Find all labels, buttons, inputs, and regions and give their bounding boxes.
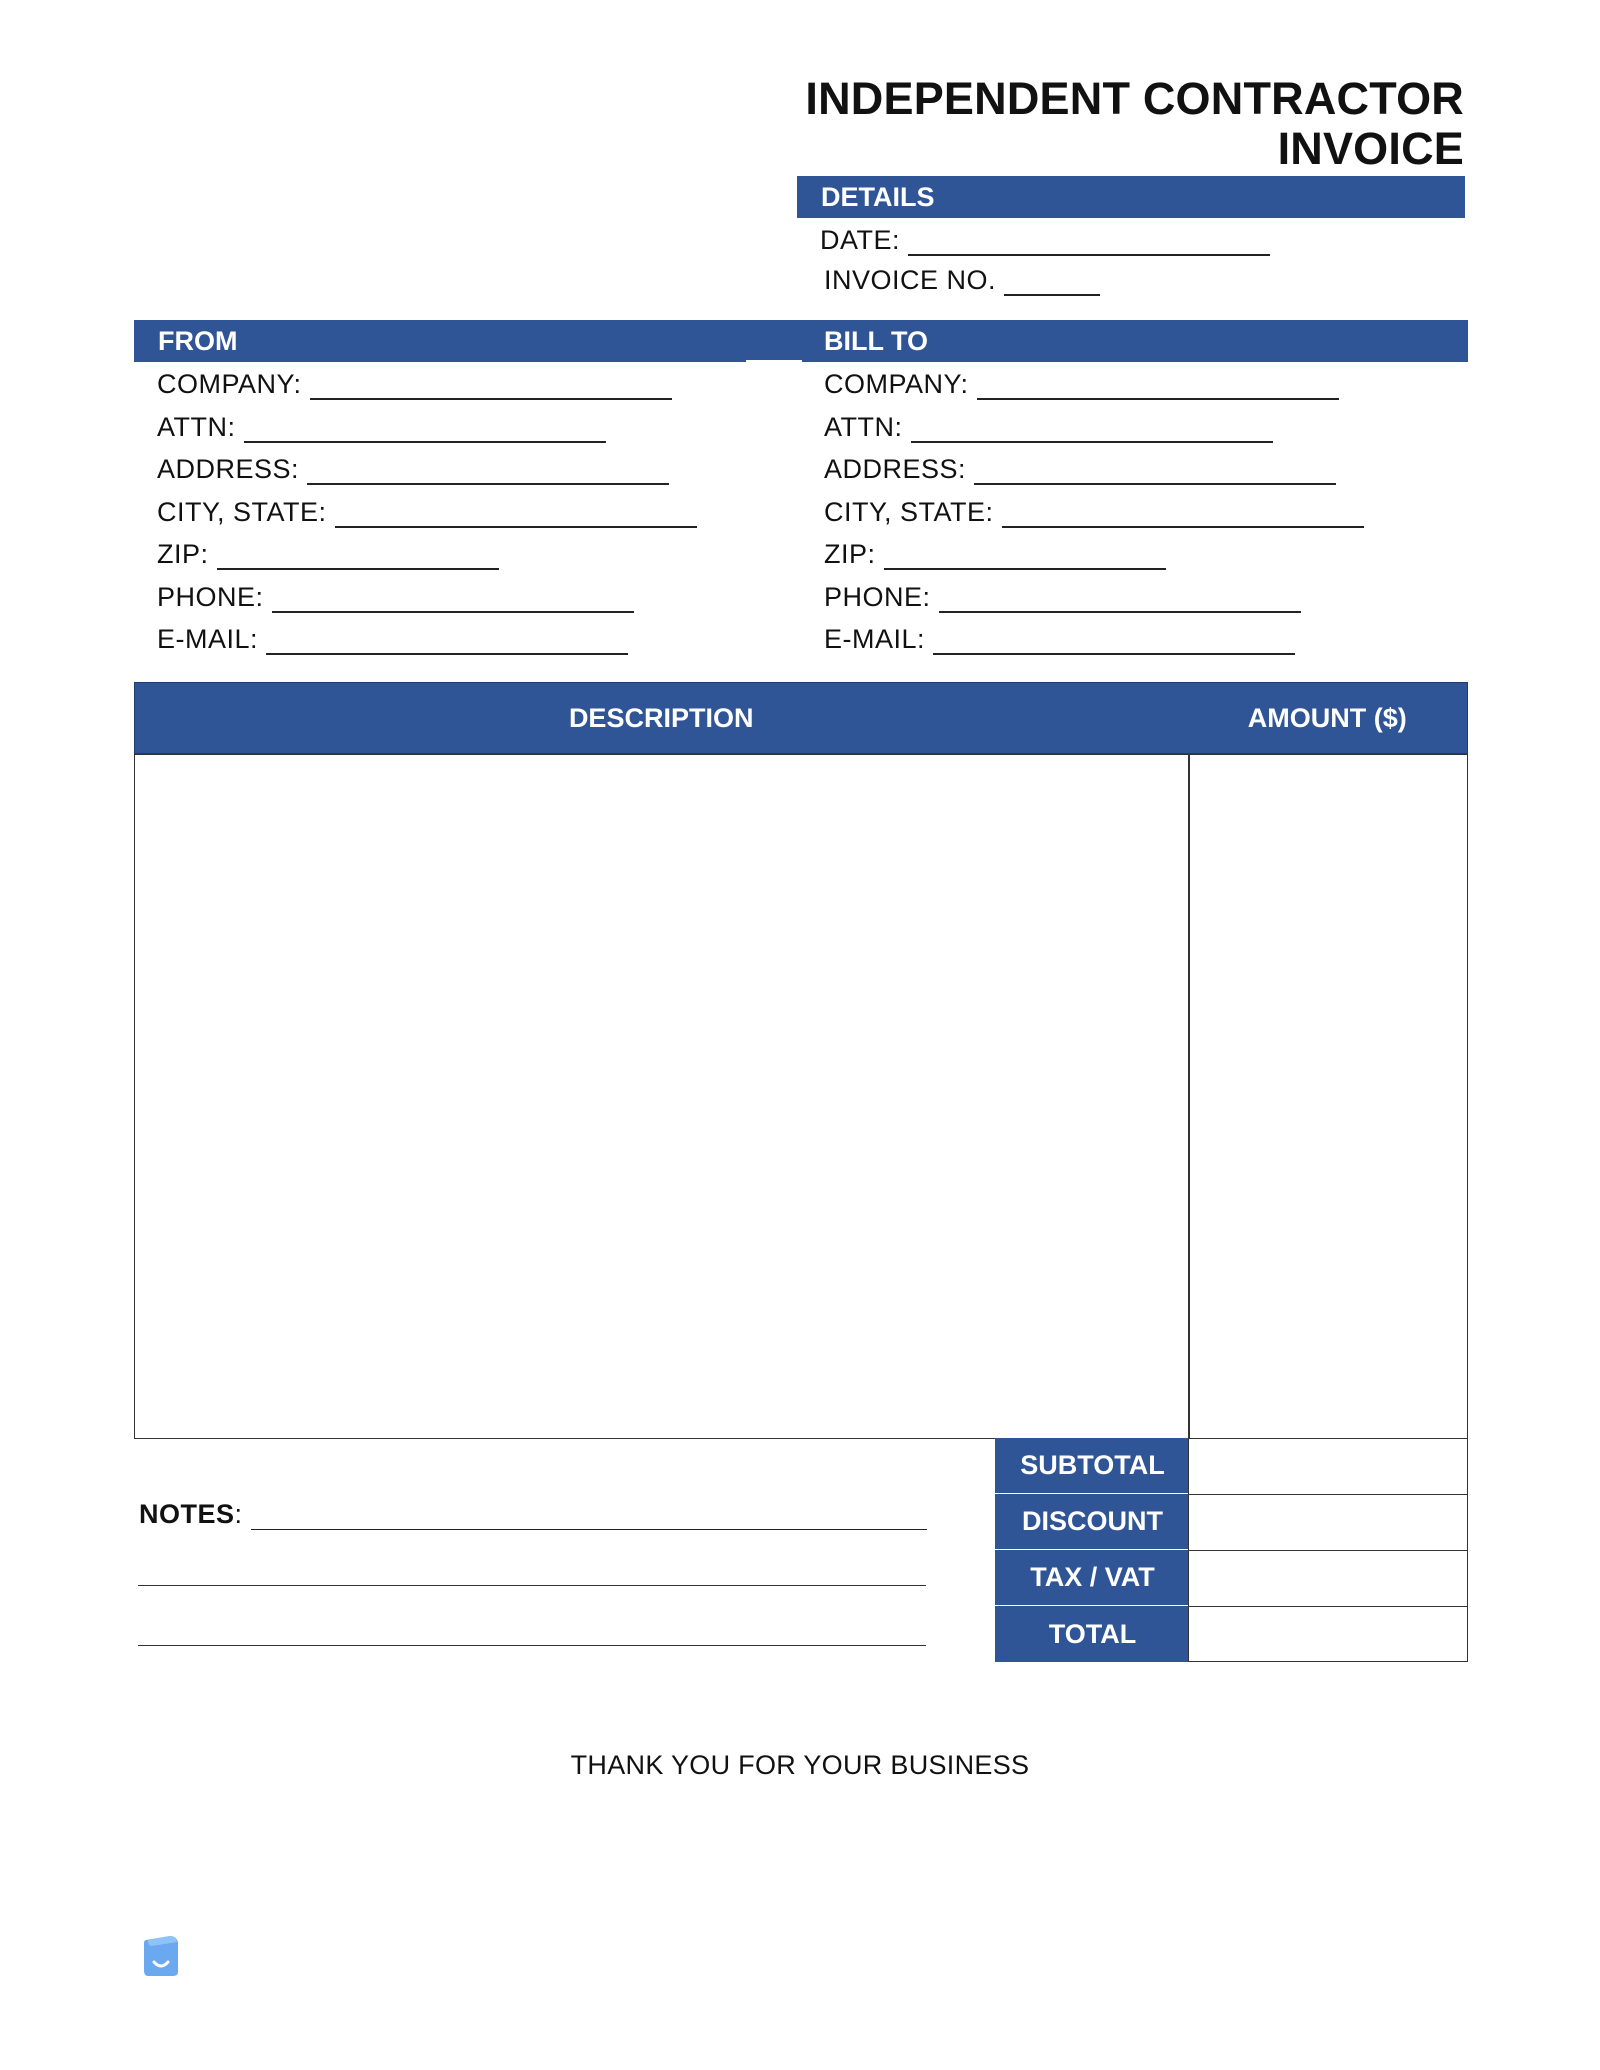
amount-column[interactable] [1188,754,1468,1439]
date-label: DATE: [820,225,901,255]
invoice-number-line[interactable] [1004,268,1100,296]
bill-to-field-line[interactable] [911,415,1273,443]
from-field-label: ZIP: [157,539,209,569]
tax-vat-value[interactable] [1188,1550,1468,1608]
tax-vat-label: TAX / VAT [995,1550,1190,1606]
heading-bar-gap [746,320,802,360]
discount-value[interactable] [1188,1494,1468,1552]
smile-logo-icon [142,1934,182,1978]
bill-to-field-label: ZIP: [824,539,876,569]
from-field-2[interactable] [157,453,669,485]
bill-to-field-label: COMPANY: [824,369,969,399]
from-heading-label: FROM [158,325,238,356]
bill-to-field-line[interactable] [884,542,1166,570]
from-field-label: COMPANY: [157,369,302,399]
date-line[interactable] [908,228,1270,256]
from-field-5[interactable] [157,581,634,613]
details-heading-label: DETAILS [821,181,935,212]
from-field-label: ATTN: [157,411,236,442]
from-field-line[interactable] [335,500,697,528]
from-field-label: PHONE: [157,581,264,612]
subtotal-value[interactable] [1188,1438,1468,1496]
description-column[interactable] [134,754,1190,1439]
from-field-line[interactable] [244,415,606,443]
invoice-title-line1: INDEPENDENT CONTRACTOR [805,73,1464,124]
invoice-number-label: INVOICE NO. [824,265,997,295]
total-label: TOTAL [995,1606,1190,1662]
bill-to-field-3[interactable] [824,496,1364,528]
discount-label: DISCOUNT [995,1494,1190,1550]
from-heading [134,320,746,362]
from-field-4[interactable] [157,538,499,570]
bill-to-heading [802,320,1468,362]
from-field-1[interactable] [157,411,606,443]
bill-to-field-6[interactable] [824,623,1295,655]
from-field-6[interactable] [157,623,628,655]
from-field-label: E-MAIL: [157,624,259,654]
notes-line-1[interactable] [251,1503,927,1530]
bill-to-field-line[interactable] [933,627,1295,655]
bill-to-heading-label: BILL TO [824,325,929,356]
invoice-number-field[interactable] [824,264,1100,296]
bill-to-field-label: CITY, STATE: [824,496,994,527]
notes-label: NOTES [139,1499,235,1529]
notes-line-3[interactable] [138,1644,926,1646]
from-field-3[interactable] [157,496,697,528]
description-header: DESCRIPTION [568,702,754,733]
bill-to-field-0[interactable] [824,368,1339,400]
bill-to-field-label: PHONE: [824,581,931,612]
from-field-line[interactable] [307,457,669,485]
bill-to-field-line[interactable] [1002,500,1364,528]
bill-to-field-4[interactable] [824,538,1166,570]
bill-to-field-line[interactable] [977,372,1339,400]
items-table-header [134,682,1468,754]
from-field-0[interactable] [157,368,672,400]
date-field[interactable] [820,224,1270,256]
from-field-line[interactable] [310,372,672,400]
from-field-label: CITY, STATE: [157,496,327,527]
bill-to-field-label: E-MAIL: [824,624,926,654]
bill-to-field-label: ATTN: [824,411,903,442]
bill-to-field-label: ADDRESS: [824,454,967,484]
notes-field[interactable] [139,1498,927,1530]
notes-line-2[interactable] [138,1584,926,1586]
notes-colon: : [234,1499,243,1529]
from-field-label: ADDRESS: [157,454,300,484]
bill-to-field-line[interactable] [974,457,1336,485]
subtotal-label: SUBTOTAL [995,1438,1190,1494]
bill-to-field-line[interactable] [939,585,1301,613]
details-heading [797,176,1465,218]
thank-you-message: THANK YOU FOR YOUR BUSINESS [570,1750,1030,1780]
totals-labels [995,1438,1190,1662]
from-field-line[interactable] [272,585,634,613]
from-field-line[interactable] [217,542,499,570]
bill-to-field-5[interactable] [824,581,1301,613]
bill-to-field-2[interactable] [824,453,1336,485]
total-value[interactable] [1188,1606,1468,1662]
invoice-title-line2: INVOICE [1277,123,1464,174]
amount-header: AMOUNT ($) [1247,702,1407,733]
bill-to-field-1[interactable] [824,411,1273,443]
from-field-line[interactable] [266,627,628,655]
